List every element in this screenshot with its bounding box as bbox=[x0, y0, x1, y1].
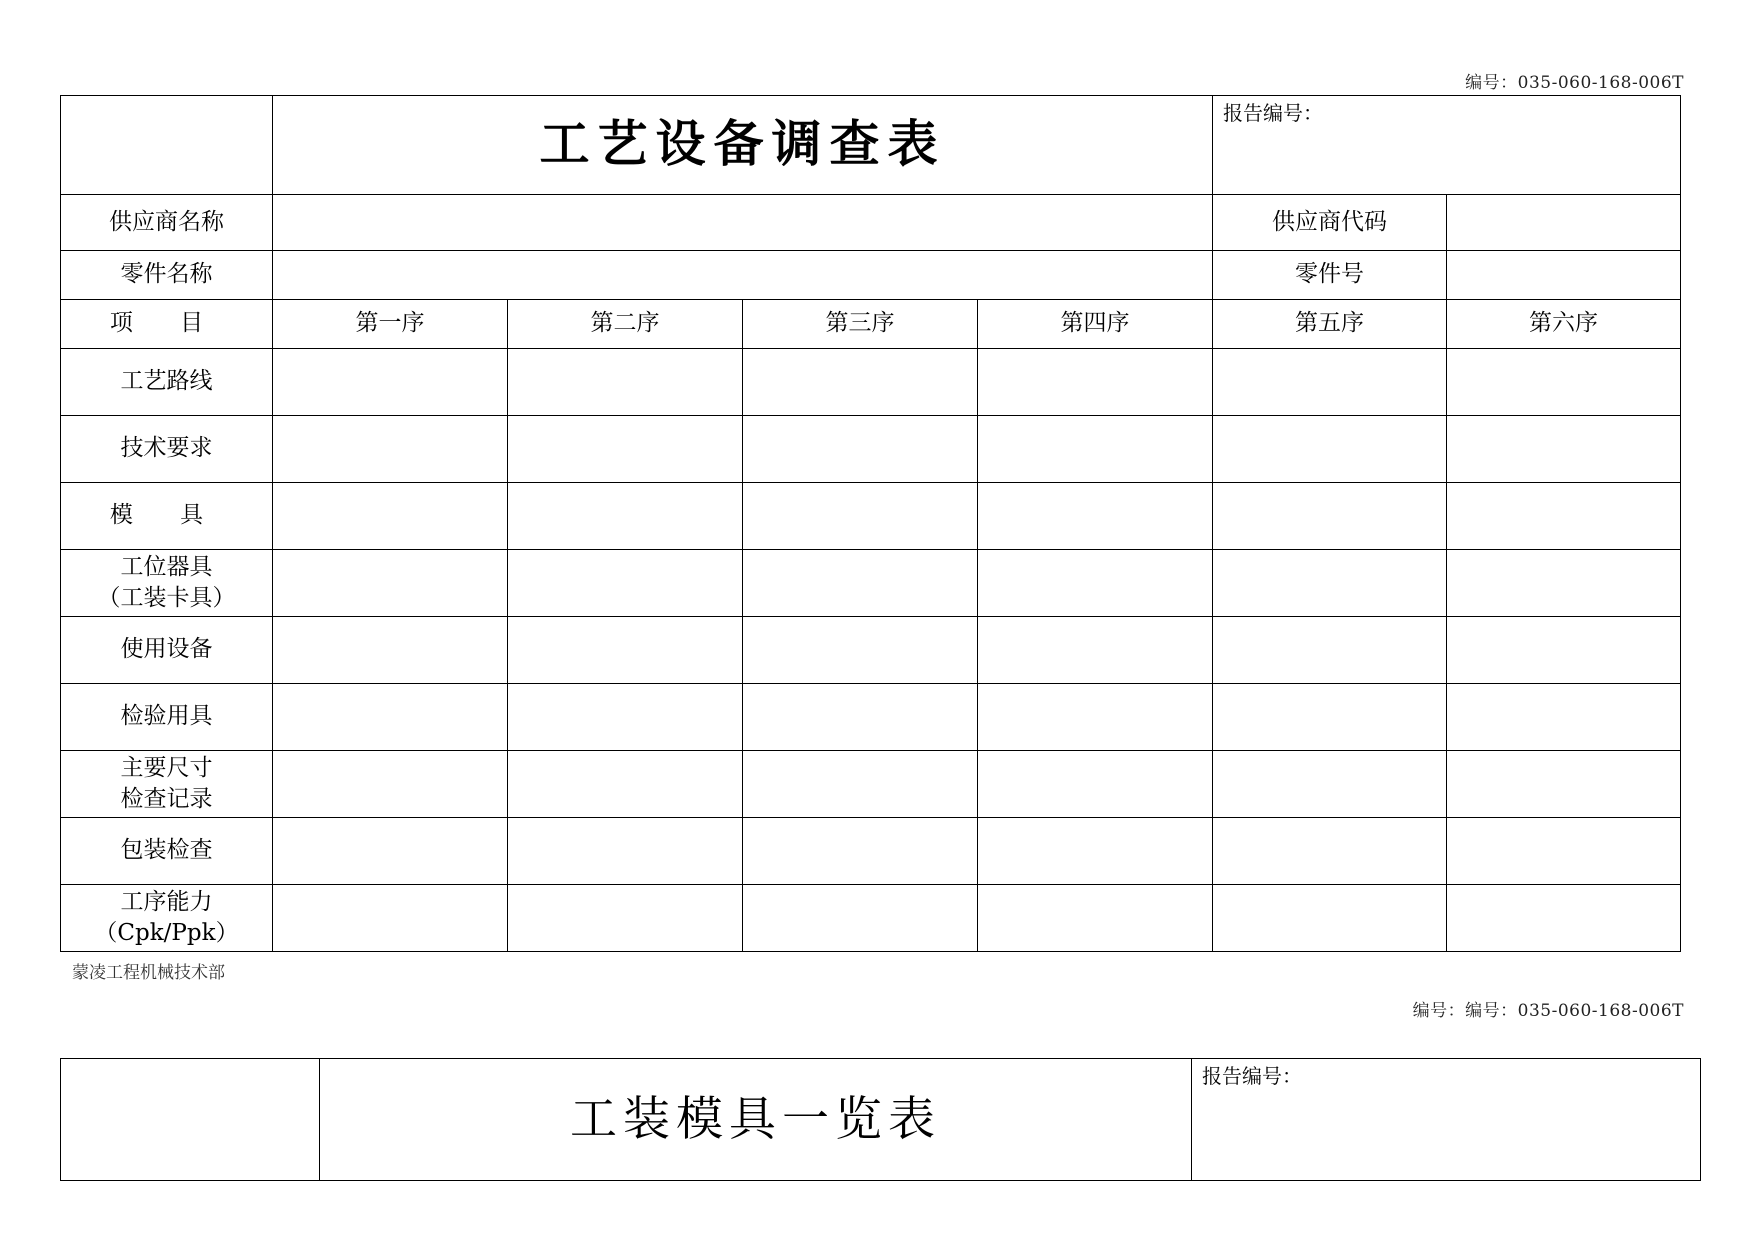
process-cell[interactable] bbox=[1213, 416, 1447, 483]
process-cell[interactable] bbox=[1447, 885, 1681, 952]
supplier-code-label: 供应商代码 bbox=[1213, 195, 1447, 251]
process-header-2: 第二序 bbox=[508, 300, 743, 349]
process-cell[interactable] bbox=[1213, 349, 1447, 416]
table-row bbox=[61, 349, 1681, 416]
process-cell[interactable] bbox=[508, 818, 743, 885]
process-header-6: 第六序 bbox=[1447, 300, 1681, 349]
process-cell[interactable] bbox=[1447, 684, 1681, 751]
row-label-line1: 工位器具 bbox=[120, 553, 213, 580]
row-label bbox=[61, 483, 273, 550]
process-cell[interactable] bbox=[273, 885, 508, 952]
row-label-line1: 工艺路线 bbox=[120, 368, 213, 395]
process-cell[interactable] bbox=[978, 885, 1213, 952]
process-cell[interactable] bbox=[273, 550, 508, 617]
process-cell[interactable] bbox=[743, 684, 978, 751]
part-name-field[interactable] bbox=[273, 251, 1213, 300]
row-label-line1: 工序能力 bbox=[120, 888, 213, 915]
process-cell[interactable] bbox=[273, 349, 508, 416]
report-number-cell[interactable] bbox=[1213, 96, 1681, 195]
process-cell[interactable] bbox=[978, 349, 1213, 416]
process-cell[interactable] bbox=[1213, 617, 1447, 684]
process-cell[interactable] bbox=[1213, 550, 1447, 617]
logo-cell-2 bbox=[61, 1059, 320, 1181]
row-label-line1: 包装检查 bbox=[120, 837, 213, 864]
process-cell[interactable] bbox=[1447, 617, 1681, 684]
row-label-line2: （工装卡具） bbox=[97, 585, 236, 611]
part-number-label: 零件号 bbox=[1213, 251, 1447, 300]
process-header-5: 第五序 bbox=[1213, 300, 1447, 349]
logo-cell bbox=[61, 96, 273, 195]
row-label bbox=[61, 751, 273, 818]
supplier-code-field[interactable] bbox=[1447, 195, 1681, 251]
process-cell[interactable] bbox=[743, 751, 978, 818]
process-cell[interactable] bbox=[1447, 349, 1681, 416]
process-cell[interactable] bbox=[978, 416, 1213, 483]
process-cell[interactable] bbox=[508, 684, 743, 751]
process-cell[interactable] bbox=[743, 483, 978, 550]
supplier-name-label: 供应商名称 bbox=[61, 195, 273, 251]
row-label bbox=[61, 684, 273, 751]
table-row bbox=[61, 751, 1681, 818]
row-label-line1: 主要尺寸 bbox=[120, 754, 213, 781]
process-cell[interactable] bbox=[273, 416, 508, 483]
part-name-label: 零件名称 bbox=[61, 251, 273, 300]
process-cell[interactable] bbox=[743, 885, 978, 952]
row-label bbox=[61, 617, 273, 684]
process-cell[interactable] bbox=[508, 349, 743, 416]
table-row bbox=[61, 550, 1681, 617]
process-cell[interactable] bbox=[1447, 550, 1681, 617]
department-name: 蒙凌工程机械技术部 bbox=[72, 963, 225, 983]
table-row bbox=[61, 617, 1681, 684]
item-header: 项 目 bbox=[61, 300, 273, 349]
table-row bbox=[61, 818, 1681, 885]
row-label-line1: 技术要求 bbox=[120, 435, 213, 462]
process-cell[interactable] bbox=[978, 483, 1213, 550]
table-row bbox=[61, 483, 1681, 550]
document-code: 编号：035-060-168-006T bbox=[1465, 73, 1684, 93]
process-cell[interactable] bbox=[743, 617, 978, 684]
process-cell[interactable] bbox=[273, 751, 508, 818]
process-cell[interactable] bbox=[743, 818, 978, 885]
process-cell[interactable] bbox=[1447, 818, 1681, 885]
form-title-cell bbox=[273, 96, 1213, 195]
process-cell[interactable] bbox=[1213, 818, 1447, 885]
process-cell[interactable] bbox=[273, 684, 508, 751]
row-label-line1: 模 具 bbox=[109, 502, 224, 529]
process-cell[interactable] bbox=[508, 751, 743, 818]
process-cell[interactable] bbox=[978, 684, 1213, 751]
row-label bbox=[61, 349, 273, 416]
row-label-line1: 检验用具 bbox=[120, 703, 213, 730]
part-number-field[interactable] bbox=[1447, 251, 1681, 300]
process-header-3: 第三序 bbox=[743, 300, 978, 349]
tooling-mold-list-table bbox=[60, 1058, 1701, 1181]
row-label-line1: 使用设备 bbox=[120, 636, 213, 663]
table-row bbox=[61, 684, 1681, 751]
row-label bbox=[61, 885, 273, 952]
process-cell[interactable] bbox=[1213, 684, 1447, 751]
table-row bbox=[61, 885, 1681, 952]
process-cell[interactable] bbox=[978, 550, 1213, 617]
process-cell[interactable] bbox=[508, 483, 743, 550]
process-cell[interactable] bbox=[743, 349, 978, 416]
row-label bbox=[61, 550, 273, 617]
row-label-line2: 检查记录 bbox=[120, 786, 213, 812]
report-number-cell-2[interactable] bbox=[1192, 1059, 1701, 1181]
process-cell[interactable] bbox=[273, 818, 508, 885]
process-cell[interactable] bbox=[1213, 751, 1447, 818]
process-header-1: 第一序 bbox=[273, 300, 508, 349]
table-row bbox=[61, 416, 1681, 483]
process-cell[interactable] bbox=[508, 416, 743, 483]
process-cell[interactable] bbox=[1213, 483, 1447, 550]
process-cell[interactable] bbox=[508, 550, 743, 617]
process-cell[interactable] bbox=[508, 885, 743, 952]
form-title: 工艺设备调查表 bbox=[539, 115, 946, 174]
process-cell[interactable] bbox=[1447, 751, 1681, 818]
process-cell[interactable] bbox=[1447, 416, 1681, 483]
row-label-line2: （Cpk/Ppk） bbox=[94, 920, 239, 946]
process-cell[interactable] bbox=[743, 550, 978, 617]
process-cell[interactable] bbox=[978, 617, 1213, 684]
supplier-name-field[interactable] bbox=[273, 195, 1213, 251]
process-cell[interactable] bbox=[743, 416, 978, 483]
process-cell[interactable] bbox=[273, 617, 508, 684]
process-cell[interactable] bbox=[508, 617, 743, 684]
process-cell[interactable] bbox=[978, 818, 1213, 885]
process-cell[interactable] bbox=[1213, 885, 1447, 952]
process-header-4: 第四序 bbox=[978, 300, 1213, 349]
process-cell[interactable] bbox=[1447, 483, 1681, 550]
form-title-2: 工装模具一览表 bbox=[570, 1091, 941, 1147]
report-number-label-2: 报告编号： bbox=[1202, 1064, 1302, 1088]
row-label bbox=[61, 416, 273, 483]
process-cell[interactable] bbox=[978, 751, 1213, 818]
process-cell[interactable] bbox=[273, 483, 508, 550]
process-equipment-survey-table bbox=[60, 95, 1681, 952]
report-number-label: 报告编号： bbox=[1223, 101, 1324, 125]
form-title-cell-2 bbox=[320, 1059, 1192, 1181]
row-label bbox=[61, 818, 273, 885]
document-code-2: 编号：编号：035-060-168-006T bbox=[1412, 1001, 1684, 1021]
